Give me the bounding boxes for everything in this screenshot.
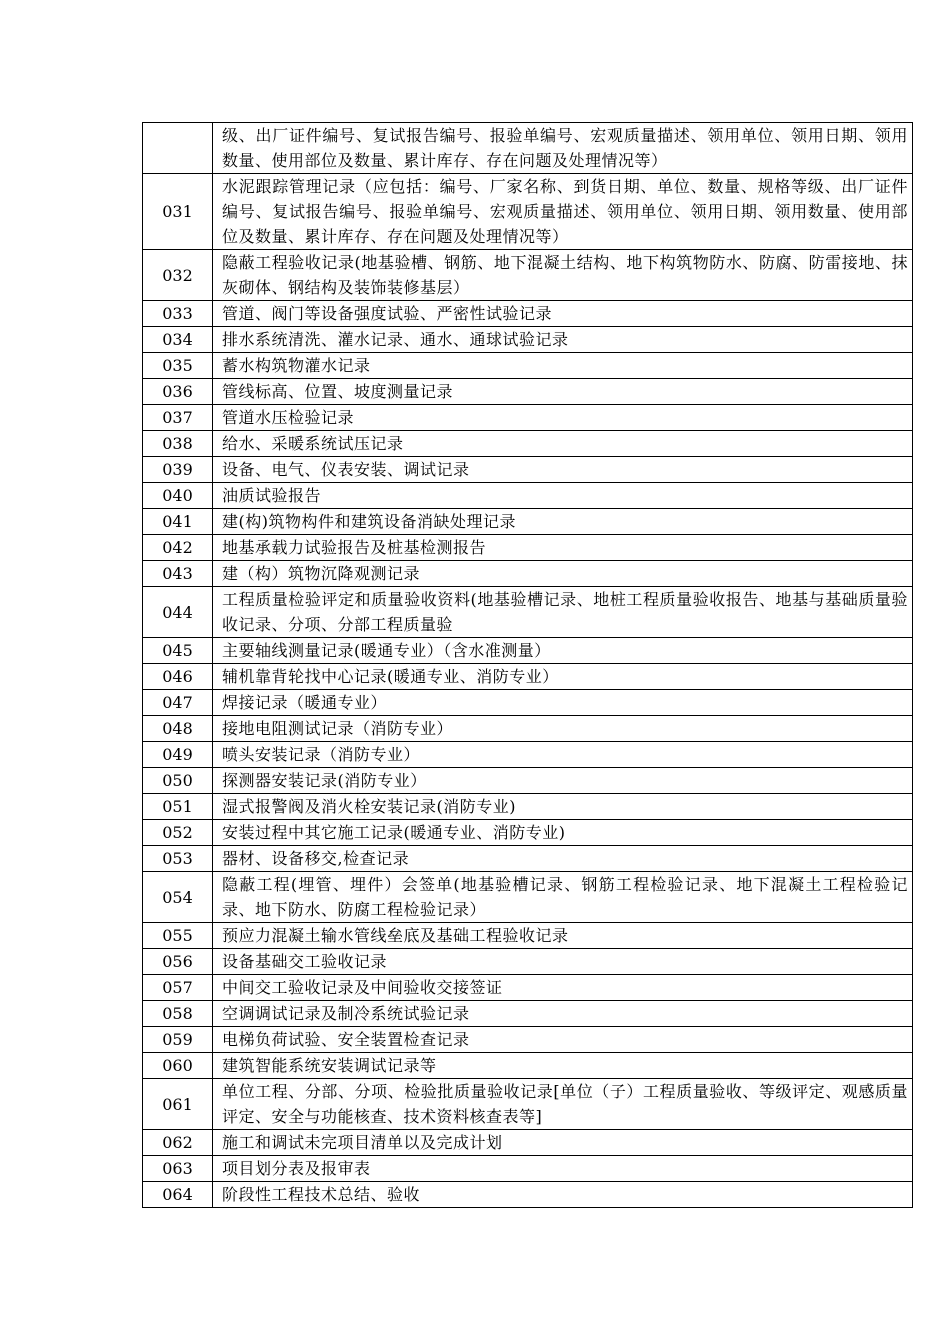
table-row bbox=[143, 123, 913, 174]
table-row bbox=[143, 1130, 913, 1156]
row-number-cell: 034 bbox=[143, 327, 213, 353]
record-description-cell: 施工和调试未完项目清单以及完成计划 bbox=[213, 1130, 913, 1156]
record-description-cell: 焊接记录（暖通专业） bbox=[213, 690, 913, 716]
table-row bbox=[143, 509, 913, 535]
table-row bbox=[143, 353, 913, 379]
row-number-cell: 049 bbox=[143, 742, 213, 768]
table-row bbox=[143, 327, 913, 353]
records-table bbox=[142, 122, 913, 1208]
table-row bbox=[143, 1027, 913, 1053]
row-number-cell: 035 bbox=[143, 353, 213, 379]
table-row bbox=[143, 975, 913, 1001]
table-row bbox=[143, 1053, 913, 1079]
row-number-cell: 037 bbox=[143, 405, 213, 431]
table-row bbox=[143, 1156, 913, 1182]
row-number-cell: 033 bbox=[143, 301, 213, 327]
row-number-cell: 038 bbox=[143, 431, 213, 457]
record-description-cell: 项目划分表及报审表 bbox=[213, 1156, 913, 1182]
row-number-cell: 062 bbox=[143, 1130, 213, 1156]
table-row bbox=[143, 301, 913, 327]
table-row bbox=[143, 794, 913, 820]
record-description-cell: 喷头安装记录（消防专业） bbox=[213, 742, 913, 768]
table-row bbox=[143, 561, 913, 587]
table-row bbox=[143, 742, 913, 768]
row-number-cell: 060 bbox=[143, 1053, 213, 1079]
row-number-cell: 052 bbox=[143, 820, 213, 846]
table-row bbox=[143, 820, 913, 846]
row-number-cell: 040 bbox=[143, 483, 213, 509]
record-description-cell: 辅机靠背轮找中心记录(暖通专业、消防专业） bbox=[213, 664, 913, 690]
record-description-cell: 湿式报警阀及消火栓安装记录(消防专业) bbox=[213, 794, 913, 820]
record-description-cell: 给水、采暖系统试压记录 bbox=[213, 431, 913, 457]
table-row bbox=[143, 174, 913, 250]
record-description-cell: 安装过程中其它施工记录(暖通专业、消防专业) bbox=[213, 820, 913, 846]
record-description-cell: 地基承载力试验报告及桩基检测报告 bbox=[213, 535, 913, 561]
table-row bbox=[143, 405, 913, 431]
table-row bbox=[143, 457, 913, 483]
row-number-cell: 032 bbox=[143, 250, 213, 301]
record-description-cell: 设备基础交工验收记录 bbox=[213, 949, 913, 975]
record-description-cell: 油质试验报告 bbox=[213, 483, 913, 509]
record-description-cell: 阶段性工程技术总结、验收 bbox=[213, 1182, 913, 1208]
record-description-cell: 隐蔽工程(埋管、埋件）会签单(地基验槽记录、钢筋工程检验记录、地下混凝土工程检验记录、地下防水、防腐工程检验记录） bbox=[213, 872, 913, 923]
table-row bbox=[143, 250, 913, 301]
row-number-cell: 046 bbox=[143, 664, 213, 690]
record-description-cell: 设备、电气、仪表安装、调试记录 bbox=[213, 457, 913, 483]
table-row bbox=[143, 690, 913, 716]
row-number-cell: 031 bbox=[143, 174, 213, 250]
record-description-cell: 建筑智能系统安装调试记录等 bbox=[213, 1053, 913, 1079]
table-row bbox=[143, 1079, 913, 1130]
row-number-cell: 053 bbox=[143, 846, 213, 872]
row-number-cell: 056 bbox=[143, 949, 213, 975]
table-row bbox=[143, 587, 913, 638]
row-number-cell: 043 bbox=[143, 561, 213, 587]
table-row bbox=[143, 483, 913, 509]
record-description-cell: 中间交工验收记录及中间验收交接签证 bbox=[213, 975, 913, 1001]
record-description-cell: 电梯负荷试验、安全装置检查记录 bbox=[213, 1027, 913, 1053]
row-number-cell: 063 bbox=[143, 1156, 213, 1182]
table-row bbox=[143, 923, 913, 949]
record-description-cell: 建(构)筑物构件和建筑设备消缺处理记录 bbox=[213, 509, 913, 535]
row-number-cell: 050 bbox=[143, 768, 213, 794]
records-table-body bbox=[143, 123, 913, 1208]
row-number-cell: 061 bbox=[143, 1079, 213, 1130]
row-number-cell: 042 bbox=[143, 535, 213, 561]
table-row bbox=[143, 1182, 913, 1208]
table-row bbox=[143, 1001, 913, 1027]
row-number-cell: 058 bbox=[143, 1001, 213, 1027]
record-description-cell: 隐蔽工程验收记录(地基验槽、钢筋、地下混凝土结构、地下构筑物防水、防腐、防雷接地、抹灰砌体、钢结构及装饰装修基层） bbox=[213, 250, 913, 301]
row-number-cell: 048 bbox=[143, 716, 213, 742]
row-number-cell: 057 bbox=[143, 975, 213, 1001]
record-description-cell: 管道水压检验记录 bbox=[213, 405, 913, 431]
row-number-cell: 055 bbox=[143, 923, 213, 949]
table-row bbox=[143, 379, 913, 405]
table-row bbox=[143, 535, 913, 561]
record-description-cell: 器材、设备移交,检查记录 bbox=[213, 846, 913, 872]
record-description-cell: 建（构）筑物沉降观测记录 bbox=[213, 561, 913, 587]
record-description-cell: 工程质量检验评定和质量验收资料(地基验槽记录、地桩工程质量验收报告、地基与基础质量验收记录、分项、分部工程质量验 bbox=[213, 587, 913, 638]
record-description-cell: 管线标高、位置、坡度测量记录 bbox=[213, 379, 913, 405]
row-number-cell: 051 bbox=[143, 794, 213, 820]
record-description-cell: 水泥跟踪管理记录（应包括：编号、厂家名称、到货日期、单位、数量、规格等级、出厂证件编号、复试报告编号、报验单编号、宏观质量描述、领用单位、领用日期、领用数量、使用部位及数量、累计库存、存在问题及处理情况等） bbox=[213, 174, 913, 250]
row-number-cell: 044 bbox=[143, 587, 213, 638]
row-number-cell: 054 bbox=[143, 872, 213, 923]
row-number-cell: 059 bbox=[143, 1027, 213, 1053]
row-number-cell: 039 bbox=[143, 457, 213, 483]
record-description-cell: 单位工程、分部、分项、检验批质量验收记录[单位（子）工程质量验收、等级评定、观感质量评定、安全与功能核查、技术资料核查表等] bbox=[213, 1079, 913, 1130]
row-number-cell: 045 bbox=[143, 638, 213, 664]
table-row bbox=[143, 664, 913, 690]
record-description-cell: 探测器安装记录(消防专业） bbox=[213, 768, 913, 794]
table-row bbox=[143, 431, 913, 457]
table-row bbox=[143, 768, 913, 794]
table-row bbox=[143, 716, 913, 742]
record-description-cell: 接地电阻测试记录（消防专业） bbox=[213, 716, 913, 742]
table-row bbox=[143, 949, 913, 975]
row-number-cell: 041 bbox=[143, 509, 213, 535]
row-number-cell bbox=[143, 123, 213, 174]
record-description-cell: 预应力混凝土输水管线垒底及基础工程验收记录 bbox=[213, 923, 913, 949]
record-description-cell: 空调调试记录及制冷系统试验记录 bbox=[213, 1001, 913, 1027]
record-description-cell: 排水系统清洗、灌水记录、通水、通球试验记录 bbox=[213, 327, 913, 353]
row-number-cell: 036 bbox=[143, 379, 213, 405]
table-row bbox=[143, 846, 913, 872]
record-description-cell: 管道、阀门等设备强度试验、严密性试验记录 bbox=[213, 301, 913, 327]
row-number-cell: 047 bbox=[143, 690, 213, 716]
table-row bbox=[143, 638, 913, 664]
table-row bbox=[143, 872, 913, 923]
record-description-cell: 蓄水构筑物灌水记录 bbox=[213, 353, 913, 379]
record-description-cell: 级、出厂证件编号、复试报告编号、报验单编号、宏观质量描述、领用单位、领用日期、领用数量、使用部位及数量、累计库存、存在问题及处理情况等） bbox=[213, 123, 913, 174]
row-number-cell: 064 bbox=[143, 1182, 213, 1208]
record-description-cell: 主要轴线测量记录(暖通专业）（含水准测量） bbox=[213, 638, 913, 664]
